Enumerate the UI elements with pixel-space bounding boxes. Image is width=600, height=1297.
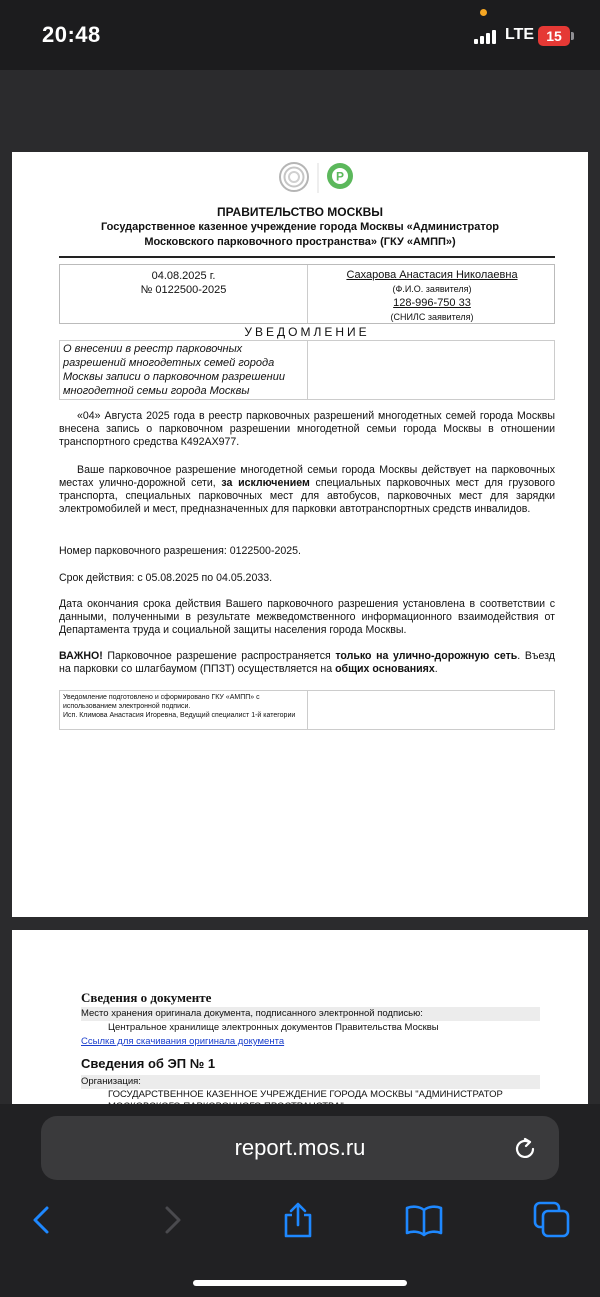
subject-table [59, 340, 555, 400]
document-info-title: Сведения о документе [81, 990, 212, 1005]
download-original-link[interactable]: Ссылка для скачивания оригинала документа [81, 1036, 285, 1047]
important-note: ВАЖНО! Парковочное разрешение распространяется только на улично-дорожную сеть. Въезд на парковки со шлагбаумом (ППЗТ) осуществляется на общих основаниях. [59, 650, 555, 675]
signal-icon [474, 28, 498, 44]
snils-caption: (СНИЛС заявителя) [390, 312, 474, 322]
address-bar[interactable] [41, 1116, 559, 1180]
battery-tip [571, 32, 574, 40]
applicant-name: Сахарова Анастасия Николаевна [346, 269, 518, 281]
org-row-bg [81, 1075, 540, 1089]
applicant-name-caption: (Ф.И.О. заявителя) [392, 284, 472, 294]
permit-number: Номер парковочного разрешения: 0122500-2025. [59, 545, 301, 557]
bookmarks-icon[interactable] [404, 1200, 444, 1240]
header-divider [59, 256, 555, 258]
privacy-indicator-dot [480, 9, 487, 16]
gov-subtitle: Государственное казенное учреждение города Москвы «Администратор Московского парковочного пространства» (ГКУ «АМПП») [100, 221, 500, 248]
storage-location-label: Место хранения оригинала документа, подписанного электронной подписью: [81, 1008, 423, 1019]
share-icon[interactable] [278, 1200, 318, 1240]
paragraph-validity-scope: Ваше парковочное разрешение многодетной семьи города Москвы действует на парковочных местах улично-дорожной сети, за исключением специальных парковочных мест для грузового транспорта, специальных парковочных мест для автобусов, парковочных мест для зарядки электромобилей и мест, предназначенных для парковки автотранспортных средств инвалидов. [59, 464, 556, 515]
document-page-1 [12, 152, 588, 917]
battery-icon: 15 [538, 26, 570, 46]
svg-text:P: P [335, 169, 345, 184]
footer-note-executor: Исп. Климова Анастасия Игоревна, Ведущий специалист 1-й категории [63, 712, 296, 719]
organization-label: Организация: [81, 1076, 141, 1087]
status-time: 20:48 [42, 22, 101, 47]
forward-icon[interactable] [152, 1200, 192, 1240]
footer-note-prepared: Уведомление подготовлено и сформировано ГКУ «АМПП» с использованием электронной подписи. [63, 694, 260, 710]
notice-title: УВЕДОМЛЕНИЕ [244, 325, 370, 339]
document-page-2 [12, 930, 588, 1110]
storage-location-value: Центральное хранилище электронных документов Правительства Москвы [108, 1022, 439, 1033]
notice-subject: О внесении в реестр парковочных разрешений многодетных семей города Москвы записи о парковочном разрешении многодетной семьи города Москвы [63, 343, 285, 397]
moscow-fingerprint-logo-icon [277, 160, 359, 196]
logos [277, 160, 359, 196]
document-date: 04.08.2025 г. [151, 270, 216, 282]
permit-validity: Срок действия: с 05.08.2025 по 04.05.2033. [59, 572, 273, 584]
footer-table [59, 690, 555, 730]
organization-value: ГОСУДАРСТВЕННОЕ КАЗЕННОЕ УЧРЕЖДЕНИЕ ГОРОДА МОСКВЫ "АДМИНИСТРАТОР [108, 1089, 503, 1100]
paragraph-registration: «04» Августа 2025 года в реестр парковочных разрешений многодетных семей города Москвы внесена запись о парковочном разрешении многодетной семьи города Москвы в отношении транспортного средства К492АХ977. [59, 410, 555, 448]
paragraph-expiry-basis: Дата окончания срока действия Вашего парковочного разрешения установлена в соответствии с данными, полученными в результате межведомственного информационного взаимодействия от Департамента труда и социальной защиты населения города Москвы. [59, 598, 555, 636]
gov-title: ПРАВИТЕЛЬСТВО МОСКВЫ [216, 205, 384, 219]
status-bar [0, 0, 600, 70]
applicant-snils: 128-996-750 33 [393, 297, 471, 309]
back-icon[interactable] [22, 1200, 62, 1240]
applicant-table [59, 264, 555, 324]
network-type: LTE [505, 26, 535, 43]
signature-info-title: Сведения об ЭП № 1 [81, 1056, 216, 1071]
url-text[interactable]: report.mos.ru [234, 1135, 366, 1160]
home-indicator[interactable] [193, 1280, 407, 1286]
reload-icon[interactable] [511, 1135, 539, 1163]
browser-toolbar [0, 1104, 600, 1297]
request-number: № 0122500-2025 [140, 284, 227, 296]
tabs-icon[interactable] [532, 1200, 572, 1240]
